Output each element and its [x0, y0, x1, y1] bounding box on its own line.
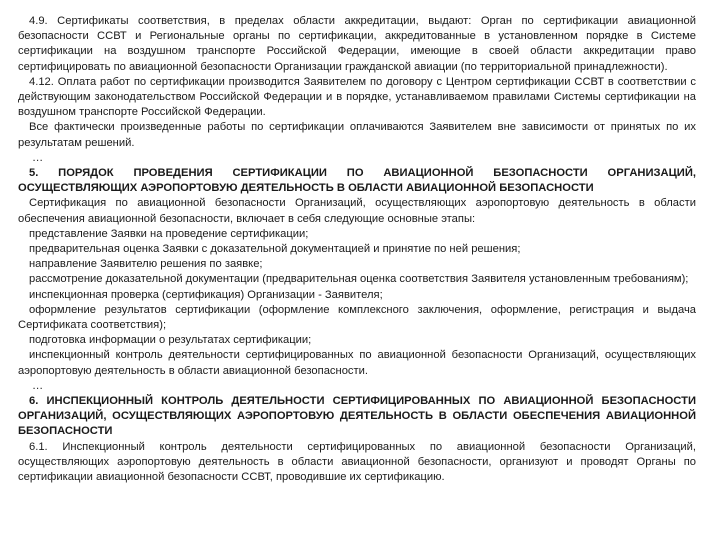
ellipsis: …	[32, 151, 45, 164]
stage-item: направление Заявителю решения по заявке;	[29, 258, 263, 271]
paragraph-payment-note: Все фактически произведенные работы по сертификации оплачиваются Заявителем вне зависимости от принятых по их результатам решений.	[18, 121, 696, 149]
ellipsis: …	[32, 379, 45, 392]
section-5-heading: 5. ПОРЯДОК ПРОВЕДЕНИЯ СЕРТИФИКАЦИИ ПО АВИАЦИОННОЙ БЕЗОПАСНОСТИ ОРГАНИЗАЦИЙ, ОСУЩЕСТВЛЯЮЩИХ АЭРОПОРТОВУЮ ДЕЯТЕЛЬНОСТЬ В ОБЛАСТИ АВИАЦИОННОЙ БЕЗОПАСНОСТИ	[18, 167, 696, 195]
section-6-heading: 6. ИНСПЕКЦИОННЫЙ КОНТРОЛЬ ДЕЯТЕЛЬНОСТИ СЕРТИФИЦИРОВАННЫХ ПО АВИАЦИОННОЙ БЕЗОПАСНОСТИ ОРГАНИЗАЦИЙ, ОСУЩЕСТВЛЯЮЩИХ АЭРОПОРТОВУЮ ДЕЯТЕЛЬНОСТЬ В ОБЛАСТИ ОБЕСПЕЧЕНИЯ АВИАЦИОННОЙ БЕЗОПАСНОСТИ	[18, 395, 696, 438]
stage-item: инспекционная проверка (сертификация) Организации - Заявителя;	[29, 288, 383, 301]
paragraph-4-12: 4.12. Оплата работ по сертификации производится Заявителем по договору с Центром сертификации ССВТ в соответствии с действующим законодательством Российской Федерации и в порядке, устанавливаемом правилами Системы сертификации на воздушном транспорте Российской Федерации.	[18, 75, 696, 119]
paragraph-6-1: 6.1. Инспекционный контроль деятельности сертифицированных по авиационной безопасности Организаций, осуществляющих аэропортовую деятельность в области авиационной безопасности, организуют и проводят Органы по сертификации авиационной безопасности ССВТ, проводившие их сертификацию.	[18, 440, 696, 484]
stage-item: представление Заявки на проведение сертификации;	[29, 227, 309, 240]
stage-item: инспекционный контроль деятельности сертифицированных по авиационной безопасности Организаций, осуществляющих аэропортовую деятельность в области авиационной безопасности.	[18, 349, 696, 377]
stage-item: оформление результатов сертификации (оформление комплексного заключения, оформление, регистрация и выдача Сертификата соответствия);	[18, 303, 696, 332]
stage-item: подготовка информации о результатах сертификации;	[29, 334, 312, 347]
paragraph-4-9: 4.9. Сертификаты соответствия, в пределах области аккредитации, выдают: Орган по сертификации авиационной безопасности ССВТ и Региональные органы по сертификации, аккредитованные в установленном порядке в Системе сертификации на воздушном транспорте Российской Федерации, имеющие в своей области аккредитации право сертифицировать по авиационной безопасности Организации гражданской авиации (по территориальной принадлежности).	[18, 15, 696, 73]
section-5-intro: Сертификация по авиационной безопасности Организаций, осуществляющих аэропортовую деятельность в области обеспечения авиационной безопасности, включает в себя следующие основные этапы:	[18, 197, 696, 225]
stage-item: рассмотрение доказательной документации (предварительная оценка соответствия Заявителя установленным требованиям);	[29, 273, 689, 286]
stage-item: предварительная оценка Заявки с доказательной документацией и принятие по ней решения;	[29, 243, 521, 256]
